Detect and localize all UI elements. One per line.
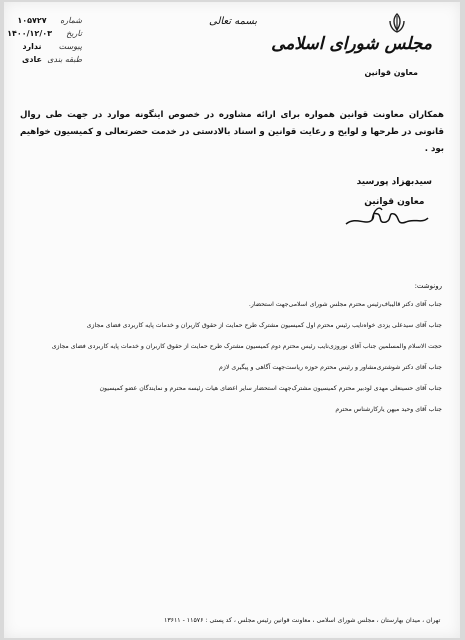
meta-value: ندارد	[22, 42, 42, 51]
signer-title: معاون قوانین	[364, 197, 425, 207]
list-item: جناب آقای حسینعلی مهدی لو‌دبیر محترم کمیسیون مشترک‌جهت استحضار سایر اعضای هیات رئیسه محترم و نمایندگان عضو کمیسیون	[99, 385, 442, 392]
meta-value: ۱۰۵۷۲۷	[17, 16, 47, 25]
cc-title: رونوشت:	[414, 282, 442, 290]
cc-list	[14, 294, 442, 420]
list-item: جناب آقای وحید میهن یار‌کارشناس محترم	[335, 406, 442, 413]
meta-row-date	[7, 27, 82, 40]
signer-name: سیدبهزاد پورسید	[356, 177, 432, 187]
meta-value: ۱۴۰۰/۱۲/۰۳	[7, 29, 52, 38]
letter-body: همکاران معاونت قوانین همواره برای ارائه مشاوره در خصوص اینگونه موارد در جهت طی روال قانونی در طرحها و لوایح و رعایت قوانین و اسناد بالادستی در خدمت حضرتعالی و کمیسیون خواهیم بود .	[20, 110, 444, 154]
header-tagline: بسمه تعالی	[209, 16, 258, 27]
footer-address: تهران ، میدان بهارستان ، مجلس شورای اسلامی ، معاونت قوانین رئیس مجلس ، کد پستی : ۱۱۵۷۶ - ۱۳۶۱۱	[164, 617, 441, 624]
department-name: معاون قوانین	[364, 68, 418, 77]
list-item: جناب آقای سیدعلی یزدی خواه‌نایب رئیس محترم اول کمیسیون مشترک طرح حمایت از حقوق کاربران و خدمات پایه کاربردی فضای مجازی	[86, 322, 442, 329]
meta-value: عادی	[22, 55, 42, 64]
meta-label: تاریخ	[66, 29, 82, 38]
meta-row-classification	[12, 53, 82, 66]
list-item: حجت الاسلام والمسلمین جناب آقای نوروزی‌نایب رئیس محترم دوم کمیسیون مشترک طرح حمایت از حقوق کاربران و خدمات پایه کاربردی فضای مجازی	[51, 343, 442, 350]
meta-label: شماره	[60, 16, 82, 25]
emblem-icon	[386, 12, 408, 34]
letter-page	[4, 2, 460, 638]
meta-row-number	[12, 14, 82, 27]
meta-label: طبقه بندی	[47, 55, 82, 64]
list-item: جناب آقای دکتر شوشتری‌مشاور و رئیس محترم حوزه ریاست‌جهت آگاهی و پیگیری لازم	[219, 364, 442, 371]
letter-meta	[7, 14, 82, 66]
meta-row-attachment	[12, 40, 82, 53]
meta-label: پیوست	[58, 42, 82, 51]
organization-name: مجلس شورای اسلامی	[271, 34, 432, 54]
handwritten-signature	[342, 202, 432, 234]
list-item: جناب آقای دکتر قالیباف‌رئیس محترم مجلس شورای اسلامی‌جهت استحضار.	[248, 301, 442, 308]
